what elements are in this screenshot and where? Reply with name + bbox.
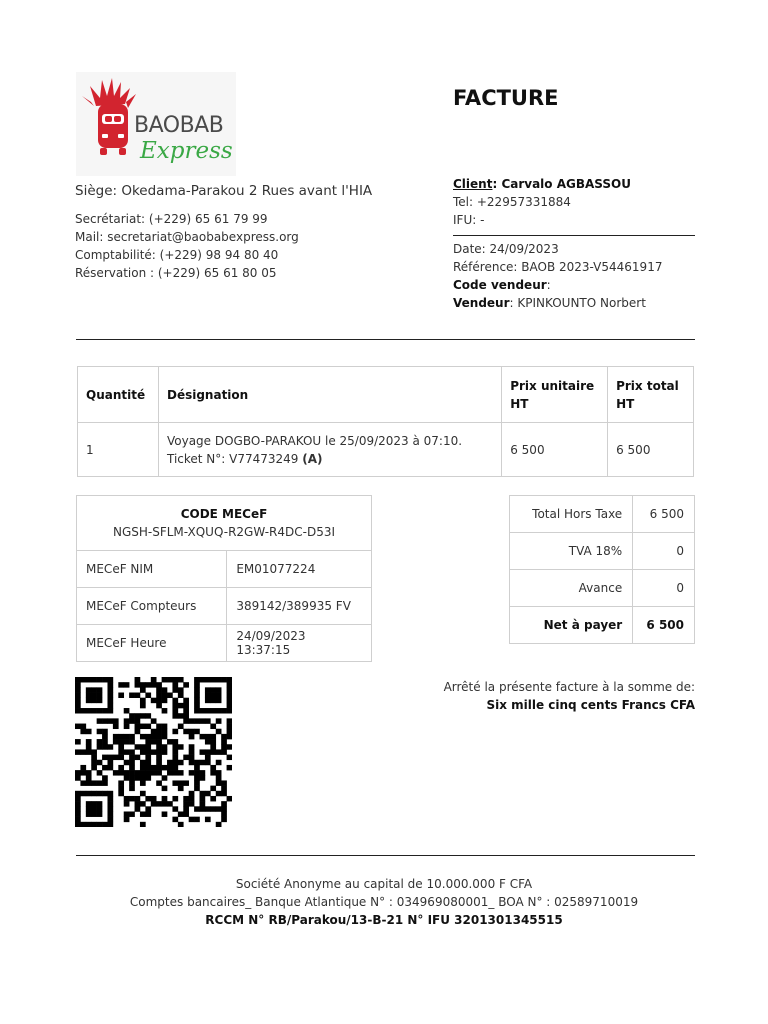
- client-label: Client: [453, 177, 493, 191]
- total-label: Net à payer: [510, 607, 633, 644]
- mecef-code-row: [77, 496, 372, 551]
- header-quantite: Quantité: [78, 367, 159, 423]
- client-name: Carvalo AGBASSOU: [501, 177, 631, 191]
- mecef-code: NGSH-SFLM-XQUQ-R2GW-R4DC-D53I: [112, 525, 336, 539]
- item-prix-unitaire: 6 500: [502, 423, 608, 477]
- code-vendeur-label: Code vendeur: [453, 278, 547, 292]
- mecef-label: MECeF NIM: [77, 551, 227, 588]
- footer-divider: [76, 855, 695, 856]
- client-divider: [453, 235, 695, 236]
- vendeur-line: Vendeur: KPINKOUNTO Norbert: [453, 296, 646, 310]
- table-row: [78, 423, 694, 477]
- brand-name: BAOBAB: [134, 113, 224, 138]
- mecef-value: 24/09/2023 13:37:15: [227, 625, 372, 662]
- mecef-code-cell: [77, 496, 372, 551]
- reservation-phone: Réservation : (+229) 65 61 80 05: [75, 266, 277, 280]
- item-quantite: 1: [78, 423, 159, 477]
- mecef-label: MECeF Heure: [77, 625, 227, 662]
- total-label: Total Hors Taxe: [510, 496, 633, 533]
- items-header-row: [78, 367, 694, 423]
- invoice-reference: Référence: BAOB 2023-V54461917: [453, 260, 663, 274]
- company-logo: [76, 72, 236, 176]
- totals-table: [509, 495, 695, 644]
- total-value: 6 500: [633, 607, 695, 644]
- client-tel: Tel: +22957331884: [453, 195, 571, 209]
- amount-words: Six mille cinq cents Francs CFA: [486, 698, 695, 712]
- footer: [0, 875, 768, 929]
- header-divider: [76, 339, 695, 340]
- total-value: 6 500: [633, 496, 695, 533]
- mecef-title: CODE MECeF: [180, 507, 268, 521]
- table-row: [510, 533, 695, 570]
- client-block: [453, 175, 631, 229]
- item-designation-text: Voyage DOGBO-PARAKOU le 25/09/2023 à 07:10. Ticket N°: V77473249: [166, 433, 463, 466]
- company-email: Mail: secretariat@baobabexpress.org: [75, 230, 299, 244]
- mecef-value: 389142/389935 FV: [227, 588, 372, 625]
- vendeur-value: KPINKOUNTO Norbert: [517, 296, 646, 310]
- invoice-meta: [453, 240, 662, 312]
- baobab-bus-logo-icon: [76, 72, 236, 176]
- mecef-value: EM01077224: [227, 551, 372, 588]
- footer-capital: Société Anonyme au capital de 10.000.000 F CFA: [235, 877, 533, 891]
- company-contacts: [75, 210, 299, 282]
- total-label: TVA 18%: [510, 533, 633, 570]
- brand-tagline: Express: [140, 138, 233, 164]
- amount-intro: Arrêté la présente facture à la somme de:: [443, 680, 695, 694]
- item-designation-suffix: (A): [302, 451, 323, 466]
- total-label: Avance: [510, 570, 633, 607]
- item-designation: [158, 423, 501, 477]
- client-name-line: Client: Carvalo AGBASSOU: [453, 177, 631, 191]
- document-title: FACTURE: [453, 86, 559, 110]
- accounting-phone: Comptabilité: (+229) 98 94 80 40: [75, 248, 279, 262]
- qr-code-icon: [75, 677, 232, 827]
- vendeur-label: Vendeur: [453, 296, 510, 310]
- footer-banks: Comptes bancaires_ Banque Atlantique N° : 034969080001_ BOA N° : 02589710019: [129, 895, 639, 909]
- client-ifu: IFU: -: [453, 213, 485, 227]
- header-prix-unitaire: Prix unitaire HT: [502, 367, 608, 423]
- amount-block: [444, 678, 695, 714]
- table-row: [510, 570, 695, 607]
- footer-rccm: RCCM N° RB/Parakou/13-B-21 N° IFU 3201301345515: [205, 913, 563, 927]
- code-vendeur-line: Code vendeur:: [453, 278, 551, 292]
- total-value: 0: [633, 533, 695, 570]
- header-designation: Désignation: [158, 367, 501, 423]
- table-row: [77, 625, 372, 662]
- header-prix-total: Prix total HT: [608, 367, 694, 423]
- mecef-table: [76, 495, 372, 662]
- table-row: [510, 496, 695, 533]
- item-prix-total: 6 500: [608, 423, 694, 477]
- mecef-label: MECeF Compteurs: [77, 588, 227, 625]
- secretariat-phone: Secrétariat: (+229) 65 61 79 99: [75, 212, 268, 226]
- table-row: [510, 607, 695, 644]
- items-table: [77, 366, 694, 477]
- invoice-date: Date: 24/09/2023: [453, 242, 559, 256]
- table-row: [77, 588, 372, 625]
- company-address: Siège: Okedama-Parakou 2 Rues avant l'HIA: [75, 183, 373, 199]
- total-value: 0: [633, 570, 695, 607]
- table-row: [77, 551, 372, 588]
